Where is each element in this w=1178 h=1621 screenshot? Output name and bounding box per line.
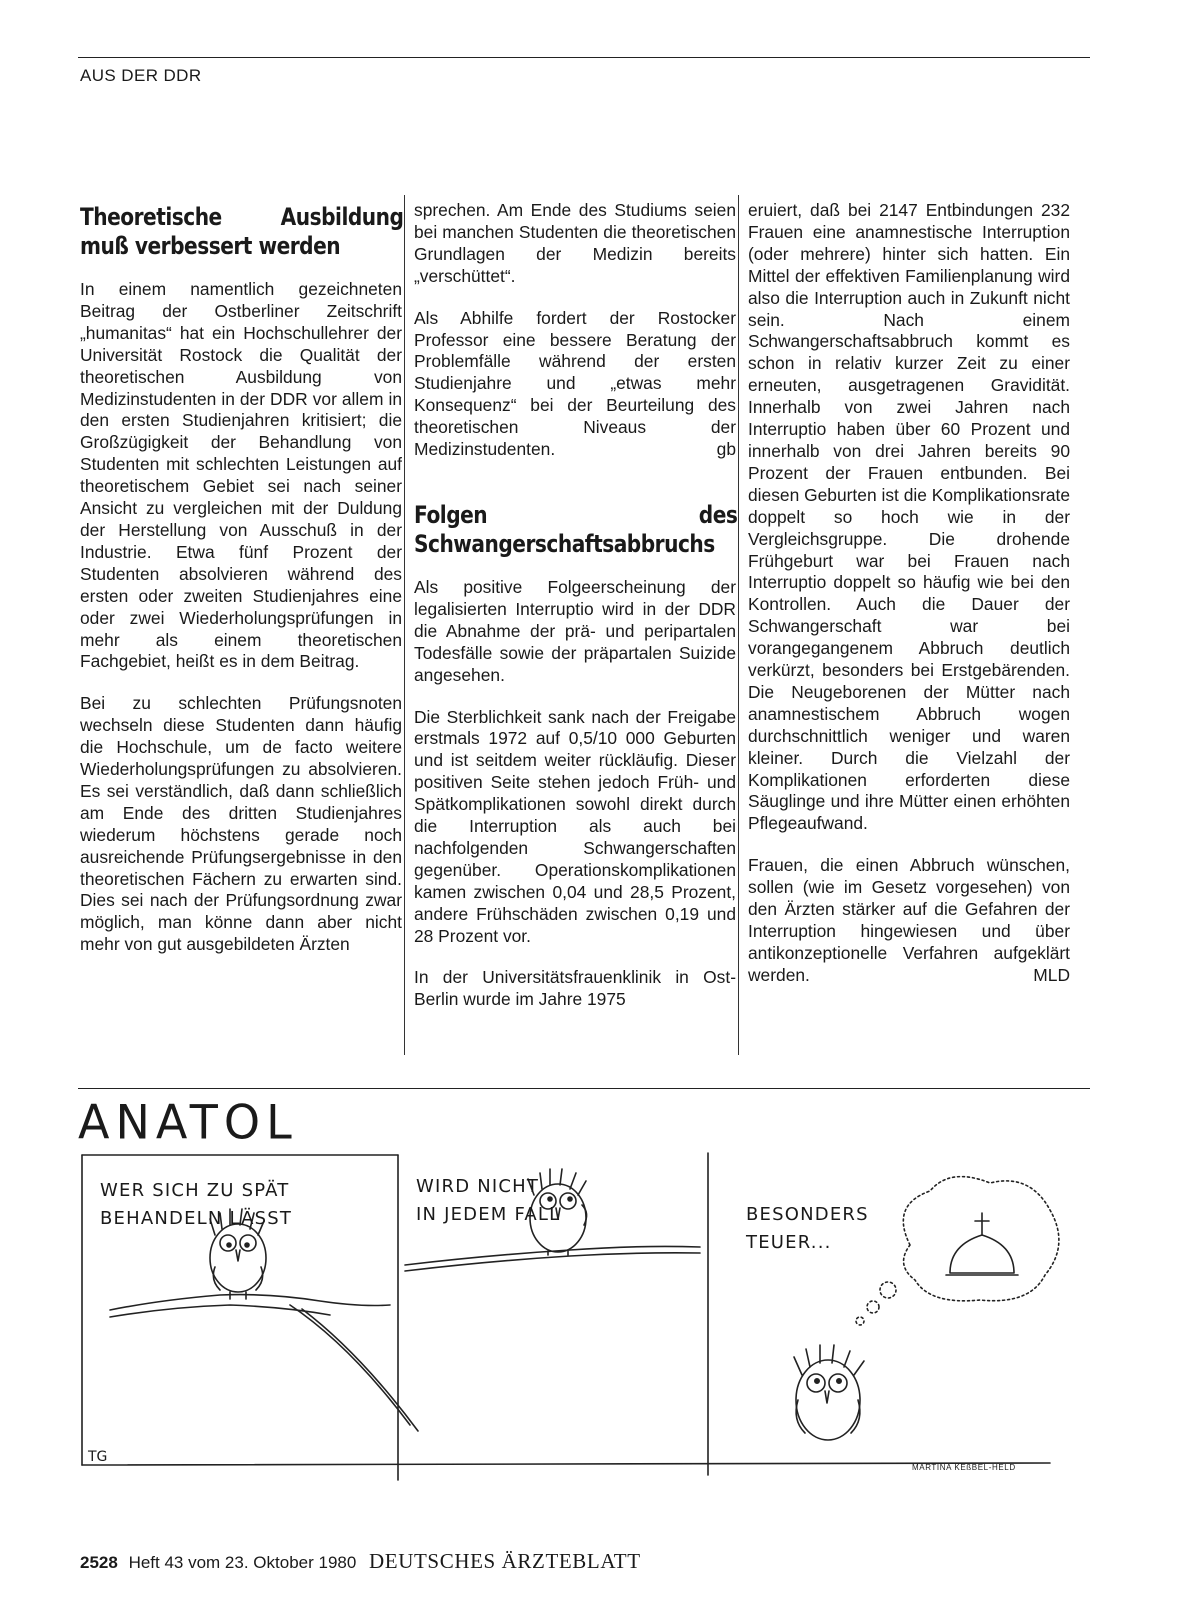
top-rule: [78, 57, 1090, 58]
comic-title: ANATOL: [78, 1094, 298, 1150]
article1-paragraph-1: In einem namentlich gezeichneten Beitrag der Ostberliner Zeitschrift „humanitas“ hat ein Hochschullehrer der Universität Rostock die Qualität der theoretischen Ausbildung von Medizinstudenten in der DDR vor allem in den ersten Studienjahren kritisiert; die Großzügigkeit der Behandlung von Studenten mit schlechten Leistungen auf theoretischem Gebiet sei nach seiner Ansicht zu vergleichen mit der Duldung der Herstellung von Ausschuß in der Industrie. Etwa fünf Prozent der Studenten absolvieren während des ersten oder zweiten Studienjahres eine oder zwei Wiederholungsprüfungen in mehr als einem theoretischen Fachgebiet, heißt es in dem Beitrag.: [80, 279, 402, 672]
panel2-line-2: IN JEDEM FALL: [416, 1204, 561, 1225]
panel1-speech: [100, 1177, 292, 1233]
branch: [110, 1295, 390, 1310]
page-number: 2528: [80, 1553, 118, 1572]
panel1-line-2: BEHANDELN LÄSST: [100, 1208, 293, 1229]
comic-drawing: [70, 1095, 1090, 1485]
article-column-3: [748, 200, 1070, 1007]
article2-paragraph-4-text: Frauen, die einen Abbruch wünschen, sollen (wie im Gesetz vorgesehen) von den Ärzten stärker auf die Gefahren der Interruption hingewiesen und über antikonzeptionelle Verfahren aufgeklärt werden.: [748, 855, 1070, 985]
issue-info: Heft 43 vom 23. Oktober 1980: [128, 1553, 357, 1572]
article1-headline: Theoretische Ausbildung muß verbessert werden: [80, 203, 404, 260]
article1-paragraph-2: Bei zu schlechten Prüfungsnoten wechseln diese Studenten dann häufig die Hochschule, um de facto weitere Wiederholungsprüfungen zu absolvieren. Es sei verständlich, daß dann schließlich am Ende des dritten Studienjahres wiederum höchstens gerade noch ausreichende Prüfungsergebnisse in den theoretischen Fächern zu erwarten sind. Dies sei nach der Prüfungsordnung zwar möglich, man könne dann aber nicht mehr von gut ausgebildeten Ärzten: [80, 693, 402, 955]
comic-artist-signature: MARTINA KEßBEL-HELD: [912, 1463, 1016, 1472]
owl-3: [794, 1345, 864, 1440]
panel2-line-1: WIRD NICHT: [416, 1176, 540, 1197]
section-label: AUS DER DDR: [80, 66, 202, 85]
article2-paragraph-3: In der Universitätsfrauenklinik in Ost-Berlin wurde im Jahre 1975: [414, 967, 736, 1010]
comic-top-rule: [78, 1088, 1090, 1089]
branch: [405, 1253, 700, 1271]
article2-paragraph-3-continued: eruiert, daß bei 2147 Entbindungen 232 Frauen eine anamnestische Interruption (oder mehrere) hinter sich hatten. Ein Mittel der effektiven Familienplanung wird also die Interruption auch in Zukunft nicht sein. Nach einem Schwangerschaftsabbruch kommt es schon in relativ kurzer Zeit zu einer erneuten, ausgetragenen Gravidität. Innerhalb von zwei Jahren nach Interruptio haben über 60 Prozent und innerhalb von drei Jahren bereits 90 Prozent der Frauen entbunden. Bei diesen Geburten ist die Komplikationsrate doppelt so hoch wie in der Vergleichsgruppe. Die drohende Frühgeburt war bei Frauen nach Interruptio doppelt so häufig wie bei den Kontrollen. Auch die Dauer der Schwangerschaft war bei vorangegangenem Abbruch deutlich verkürzt, besonders bei Erstgebärenden. Die Neugeborenen der Mütter nach anamnestischem Abbruch wogen durchschnittlich weniger und waren kleiner. Durch die Vielzahl der Komplikationen erforderten diese Säuglinge und ihre Mütter einen erhöhten Pflegeaufwand.: [748, 200, 1070, 834]
article2-paragraph-1: Als positive Folgeerscheinung der legalisierten Interruptio wird in der DDR die Abnahme der prä- und peripartalen Todesfälle sowie der präpartalen Suizide angesehen.: [414, 576, 736, 685]
article1-signature: gb: [716, 439, 736, 460]
branch: [290, 1305, 410, 1425]
column-divider: [404, 195, 405, 1055]
page-footer: [80, 1549, 641, 1574]
article2-headline: Folgen des Schwangerschaftsabbruchs: [414, 500, 738, 558]
panel3-line-2: TEUER...: [746, 1232, 832, 1253]
panel3-speech: [746, 1201, 869, 1257]
article-column-2: [414, 200, 736, 1031]
article2-signature: MLD: [1033, 964, 1070, 985]
article1-column: [80, 200, 402, 976]
branch: [405, 1246, 700, 1265]
panel-frame: [82, 1463, 1050, 1465]
article2-paragraph-4: [748, 855, 1070, 986]
article2-paragraph-2: Die Sterblichkeit sank nach der Freigabe erstmals 1972 auf 0,5/10 000 Geburten und ist seitdem weiter rückläufig. Dieser positiven Seite stehen jedoch Früh- und Spätkomplikationen sowohl direkt durch die Interruption als auch bei nachfolgenden Schwangerschaften gegenüber. Operationskomplikationen kamen zwischen 0,04 und 28,5 Prozent, andere Frühschäden zwischen 0,19 und 28 Prozent vor.: [414, 706, 736, 946]
article1-paragraph-3-text: Als Abhilfe fordert der Rostocker Professor eine bessere Beratung der Problemfälle während der ersten Studienjahre und „etwas mehr Konsequenz“ bei der Beurteilung des theoretischen Niveaus der Medizinstudenten.: [414, 307, 736, 460]
grave-icon: [946, 1213, 1018, 1275]
journal-name: DEUTSCHES ÄRZTEBLATT: [369, 1549, 641, 1573]
panel2-speech: [416, 1173, 560, 1229]
article1-paragraph-2-continued: sprechen. Am Ende des Studiums seien bei manchen Studenten die theoretischen Grundlagen der Medizin bereits „verschüttet“.: [414, 200, 736, 286]
panel1-line-1: WER SICH ZU SPÄT: [100, 1180, 290, 1201]
article1-paragraph-3: [414, 308, 736, 461]
branch: [110, 1305, 330, 1317]
comic-initials: TG: [88, 1449, 108, 1465]
comic-strip: [70, 1095, 1090, 1485]
column-divider: [738, 195, 739, 1055]
panel3-line-1: BESONDERS: [746, 1204, 869, 1225]
